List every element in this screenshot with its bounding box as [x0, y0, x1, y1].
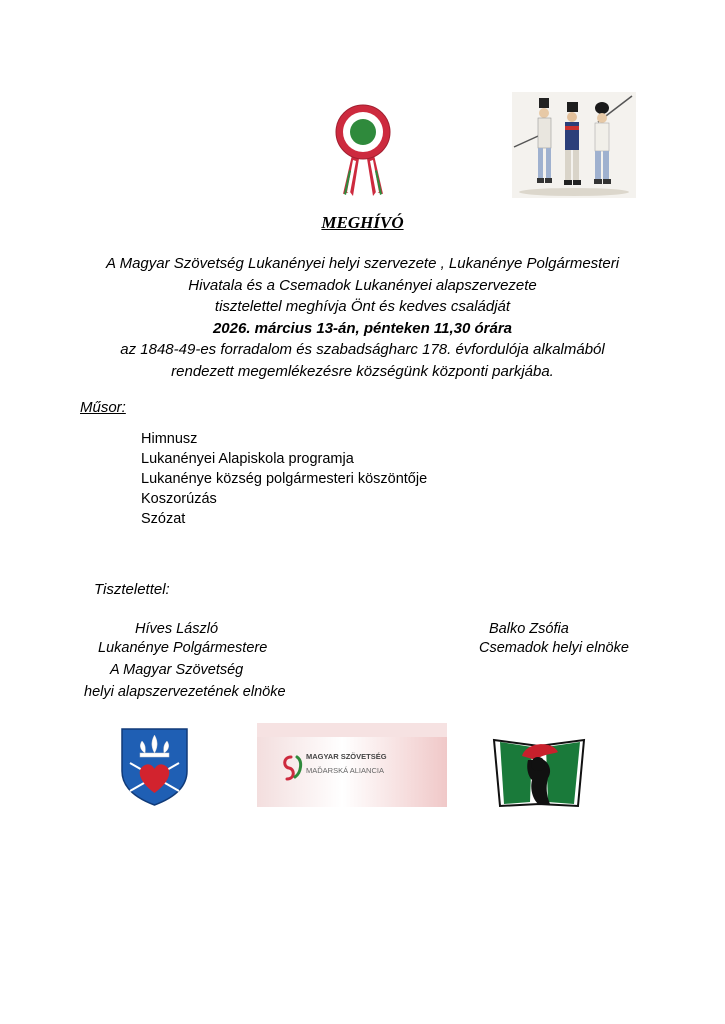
greeting: Tisztelettel:	[94, 581, 170, 598]
signatory-left-role-2: A Magyar Szövetség	[110, 662, 244, 678]
signatory-left-role-3: helyi alapszervezetének elnöke	[84, 684, 286, 700]
program-item: Lukanénye község polgármesteri köszöntője	[141, 471, 428, 487]
intro-line-3: tisztelettel meghívja Önt és kedves családját	[214, 298, 511, 315]
intro-line-5: az 1848-49-es forradalom és szabadságharc 178. évfordulója alkalmából	[120, 341, 605, 358]
village-coat-of-arms	[120, 727, 189, 807]
magyar-szovetseg-logo	[257, 723, 447, 807]
csemadok-logo	[492, 732, 586, 808]
signatory-right-name: Balko Zsófia	[489, 621, 569, 637]
logo-text-2: MAĎARSKÁ ALIANCIA	[306, 766, 384, 775]
program-heading: Műsor:	[80, 399, 126, 416]
signatory-right-role: Csemadok helyi elnöke	[479, 640, 629, 656]
intro-line-2: Hivatala és a Csemadok Lukanényei alapszervezete	[188, 276, 537, 294]
logo-text-1: MAGYAR SZÖVETSÉG	[306, 752, 387, 761]
invitation-text	[0, 253, 725, 382]
program-list	[141, 429, 427, 529]
program-item: Koszorúzás	[141, 491, 217, 507]
soldiers-illustration	[512, 92, 636, 198]
intro-line-6: rendezett megemlékezésre községünk központi parkjába.	[171, 362, 554, 380]
cockade-image	[333, 104, 393, 198]
intro-line-1: A Magyar Szövetség Lukanényei helyi szervezete , Lukanénye Polgármesteri	[105, 255, 620, 272]
program-item: Szózat	[141, 511, 186, 527]
signatory-left-name: Híves László	[135, 621, 219, 637]
program-item: Himnusz	[141, 431, 198, 447]
signatory-left-role: Lukanénye Polgármestere	[98, 640, 268, 656]
program-item: Lukanényei Alapiskola programja	[141, 451, 354, 467]
event-date: 2026. március 13-án, pénteken 11,30 órára	[212, 319, 513, 337]
invitation-title: MEGHÍVÓ	[321, 213, 404, 232]
